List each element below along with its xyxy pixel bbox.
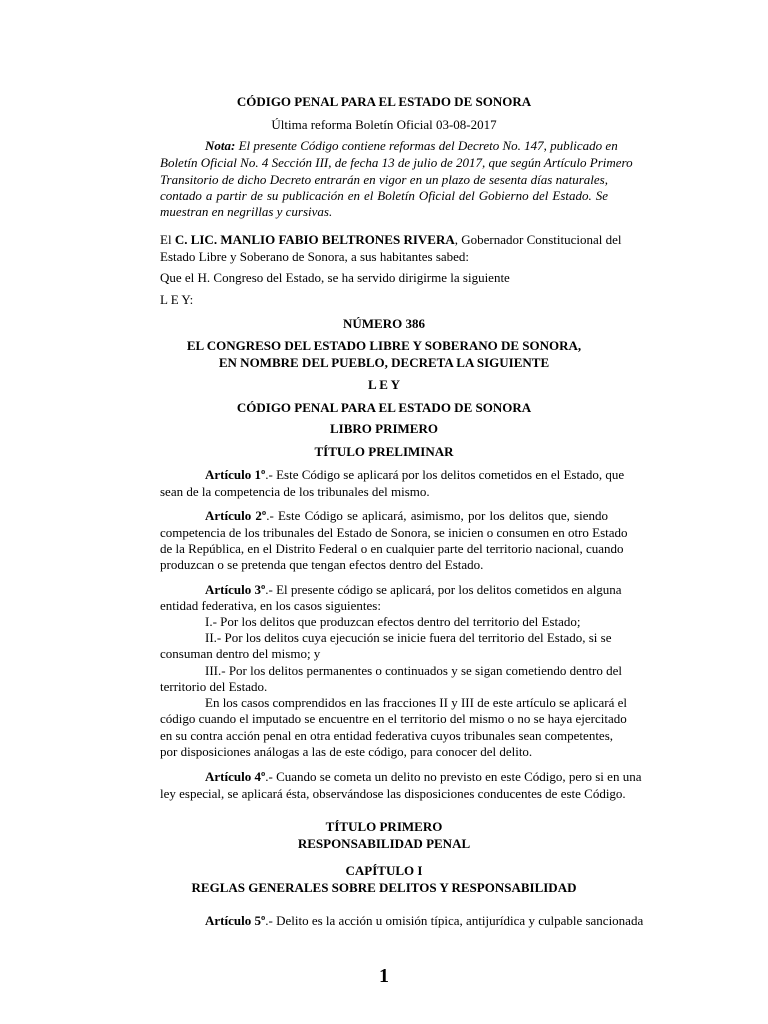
art1-line-2: sean de la competencia de los tribunales del mismo. (160, 484, 430, 499)
art3-fraction-2b: consuman dentro del mismo; y (160, 646, 321, 661)
art3-fraction-3a: III.- Por los delitos permanentes o continuados y se sigan cometiendo dentro del (205, 663, 622, 678)
last-reform-line: Última reforma Boletín Oficial 03-08-2017 (271, 117, 497, 132)
preamble-line-3: Que el H. Congreso del Estado, se ha servido dirigirme la siguiente (160, 270, 510, 285)
art2-text: .- Este Código se aplicará, asimismo, por los delitos que, siendo (266, 508, 608, 523)
titulo-primero-subtitle: RESPONSABILIDAD PENAL (297, 836, 471, 851)
titulo-primero-heading: TÍTULO PRIMERO (325, 819, 443, 834)
preamble-line-4: L E Y: (160, 292, 194, 307)
art4-label: Artículo 4º (205, 769, 266, 784)
art3-label: Artículo 3º (205, 582, 266, 597)
art1-line-1 (205, 467, 625, 483)
art1-text: .- Este Código se aplicará por los delitos cometidos en el Estado, que (265, 467, 625, 482)
art5-label: Artículo 5º (205, 913, 266, 928)
art3-line-1 (205, 582, 622, 598)
note-line-4: contado a partir de su publicación en el Boletín Oficial del Gobierno del Estado. Se (160, 188, 608, 203)
art3-fraction-2a: II.- Por los delitos cuya ejecución se inicie fuera del territorio del Estado, si se (205, 630, 612, 645)
art5-text: .- Delito es la acción u omisión típica, antijurídica y culpable sancionada (265, 913, 644, 928)
capitulo-heading: CAPÍTULO I (345, 863, 423, 878)
art2-line-3: de la República, en el Distrito Federal o en cualquier parte del territorio nacional, cuando (160, 541, 624, 556)
governor-name: C. LIC. MANLIO FABIO BELTRONES RIVERA (174, 232, 455, 247)
preamble-line-1 (160, 232, 622, 248)
capitulo-subtitle: REGLAS GENERALES SOBRE DELITOS Y RESPONSABILIDAD (191, 880, 577, 895)
decree-line-2: EN NOMBRE DEL PUEBLO, DECRETA LA SIGUIENTE (218, 355, 550, 370)
note-text: El presente Código contiene reformas del Decreto No. 147, publicado en (235, 138, 618, 153)
art5-line-1 (205, 913, 644, 929)
ley-heading: L E Y (367, 377, 401, 392)
code-title-heading: CÓDIGO PENAL PARA EL ESTADO DE SONORA (236, 400, 532, 415)
decree-line-1: EL CONGRESO DEL ESTADO LIBRE Y SOBERANO DE SONORA, (186, 338, 582, 353)
note-line-2: Boletín Oficial No. 4 Sección III, de fecha 13 de julio de 2017, que según Artículo Primero (160, 155, 633, 170)
note-line-5: muestran en negrillas y cursivas. (160, 204, 333, 219)
document-title: CÓDIGO PENAL PARA EL ESTADO DE SONORA (236, 94, 532, 109)
art3-fraction-1: I.- Por los delitos que produzcan efectos dentro del territorio del Estado; (205, 614, 581, 629)
preamble-rest: , Gobernador Constitucional del (454, 232, 622, 247)
page-number: 1 (379, 965, 389, 987)
note-line-3: Transitorio de dicho Decreto entrarán en vigor en un plazo de sesenta días naturales, (160, 172, 608, 187)
decree-number: NÚMERO 386 (343, 316, 425, 331)
art4-text: .- Cuando se cometa un delito no previsto en este Código, pero si en una (265, 769, 642, 784)
art2-line-1 (205, 508, 608, 524)
art2-line-4: produzcan o se pretenda que tengan efectos dentro del Estado. (160, 557, 484, 572)
libro-heading: LIBRO PRIMERO (330, 421, 438, 436)
art3-para-3: en su contra acción penal en otra entidad federativa cuyos tribunales sean competentes, (160, 728, 614, 743)
art2-line-2: competencia de los tribunales del Estado de Sonora, se inicien o consumen en otro Estado (160, 525, 628, 540)
note-line-1 (160, 138, 618, 154)
titulo-preliminar-heading: TÍTULO PRELIMINAR (314, 444, 454, 459)
art4-line-2: ley especial, se aplicará ésta, observándose las disposiciones conducentes de este Código. (160, 786, 626, 801)
art3-para-4: por disposiciones análogas a las de este código, para conocer del delito. (160, 744, 533, 759)
art3-para-1: En los casos comprendidos en las fracciones II y III de este artículo se aplicará el (205, 695, 627, 710)
note-label: Nota: (205, 138, 236, 153)
preamble-el: El (160, 232, 175, 247)
art3-para-2: código cuando el imputado se encuentre en el territorio del mismo o no se haya ejercitado (160, 711, 627, 726)
art3-line-2: entidad federativa, en los casos siguientes: (160, 598, 381, 613)
art1-label: Artículo 1º (205, 467, 266, 482)
art2-label: Artículo 2º (205, 508, 267, 523)
preamble-line-2: Estado Libre y Soberano de Sonora, a sus habitantes sabed: (160, 249, 470, 264)
art4-line-1 (205, 769, 642, 785)
art3-text: .- El presente código se aplicará, por los delitos cometidos en alguna (265, 582, 622, 597)
art3-fraction-3b: territorio del Estado. (160, 679, 268, 694)
